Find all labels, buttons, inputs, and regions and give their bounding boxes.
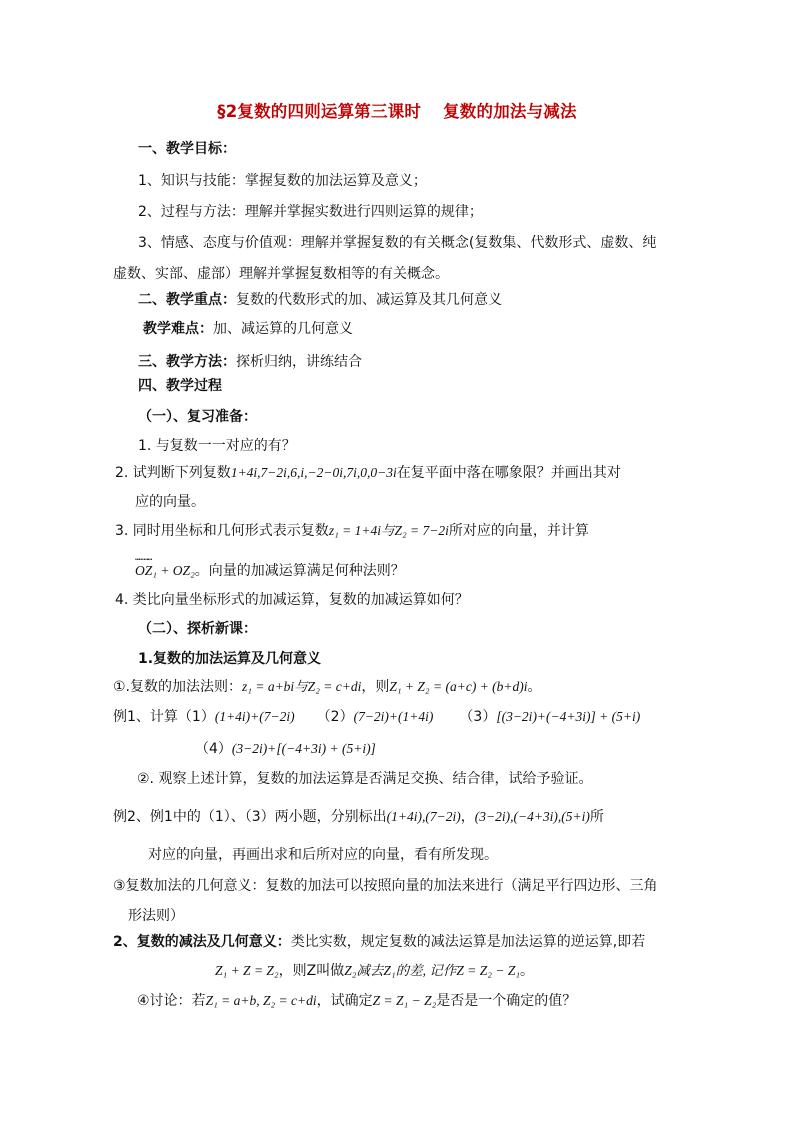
objective-2: 2、过程与方法：理解并掌握实数进行四则运算的规律； xyxy=(138,204,483,220)
review-q3: 3. 同时用坐标和几何形式表示复数z₁ = 1+4i与Z₂ = 7−2i所对应的向量，并计算 xyxy=(115,523,589,539)
geometric-meaning-cont: 形法则） xyxy=(128,908,184,924)
section-objectives: 一、教学目标： xyxy=(138,141,236,157)
methods-text: 探析归纳，讲练结合 xyxy=(236,354,362,370)
review-q4: 4. 类比向量坐标形式的加减运算，复数的加减运算如何？ xyxy=(115,592,469,608)
key-points-label: 二、教学重点： xyxy=(138,292,236,308)
vector-sum: ┅┅ ┅┅ OZ₁ + OZ₂ xyxy=(135,555,195,578)
discussion: ④讨论：若Z₁ = a+b, Z₂ = c+di，试确定Z = Z₁ − Z₂是否是一个确定的值？ xyxy=(137,993,577,1009)
section-process: 四、教学过程 xyxy=(138,378,222,394)
subsection-new: （二）、探析新课： xyxy=(138,621,257,637)
methods-label: 三、教学方法： xyxy=(138,354,236,370)
vector-arrow-icon: ┅┅ ┅┅ xyxy=(135,555,152,564)
section-methods xyxy=(138,353,362,371)
example-2: 例2、例1中的（1）、（3）两小题，分别标出(1+4i),(7−2i)，(3−2i),(−4+3i),(5+i)所 xyxy=(113,809,604,825)
example-2-cont: 对应的向量，再画出求和后所对应的向量，看有所发现。 xyxy=(148,847,498,863)
title-part-1: §2复数的四则运算第三课时 xyxy=(217,102,422,121)
topic-addition: 1.复数的加法运算及几何意义 xyxy=(138,651,322,667)
section-difficulties xyxy=(143,320,353,338)
section-key-points xyxy=(138,291,502,309)
key-points-text: 复数的代数形式的加、减运算及其几何意义 xyxy=(236,292,502,308)
title-part-2: 复数的加法与减法 xyxy=(443,102,577,121)
observe-note: ②. 观察上述计算，复数的加法运算是否满足交换、结合律，试给予验证。 xyxy=(137,771,593,787)
objective-3: 3、情感、态度与价值观：理解并掌握复数的有关概念(复数集、代数形式、虚数、纯 xyxy=(138,235,657,251)
review-q2: 2. 试判断下列复数1+4i,7−2i,6,i,−2−0i,7i,0,0−3i在复平面中落在哪象限？并画出其对 xyxy=(115,465,621,481)
subtraction-label: 2、复数的减法及几何意义： xyxy=(113,934,291,950)
subtraction-def: Z₁ + Z = Z₂，则Z叫做Z₂减去Z₁的差, 记作Z = Z₂ − Z₁。 xyxy=(215,963,535,979)
review-q3-cont: ┅┅ ┅┅ OZ₁ + OZ₂。向量的加减运算满足何种法则？ xyxy=(135,555,405,579)
example-1: 例1、计算（1）(1+4i)+(7−2i) （2）(7−2i)+(1+4i) （3）[(3−2i)+(−4+3i)] + (5+i) xyxy=(113,709,641,725)
objective-3-cont: 虚数、实部、虚部）理解并掌握复数相等的有关概念。 xyxy=(113,266,449,282)
difficulties-label: 教学难点： xyxy=(143,321,213,337)
example-1-part4: （4）(3−2i)+[(−4+3i) + (5+i)] xyxy=(195,741,376,757)
subsection-review: （一）、复习准备： xyxy=(138,409,257,425)
addition-rule: ①.复数的加法法则：z₁ = a+bi与Z₂ = c+di，则Z₁ + Z₂ = (a+c) + (b+d)i。 xyxy=(113,679,542,695)
review-q1: 1. 与复数一一对应的有？ xyxy=(138,438,296,454)
page-title xyxy=(0,98,794,122)
geometric-meaning: ③复数加法的几何意义：复数的加法可以按照向量的加法来进行（满足平行四边形、三角 xyxy=(113,878,658,894)
objective-1: 1、知识与技能：掌握复数的加法运算及意义； xyxy=(138,173,427,189)
z1-z2-def: z₁ = 1+4i与Z₂ = 7−2i xyxy=(328,523,449,538)
difficulties-text: 加、减运算的几何意义 xyxy=(213,321,353,337)
complex-list: 1+4i,7−2i,6,i,−2−0i,7i,0,0−3i xyxy=(230,465,397,480)
review-q2-cont: 应的向量。 xyxy=(135,494,205,510)
topic-subtraction: 2、复数的减法及几何意义：类比实数，规定复数的减法运算是加法运算的逆运算,即若 xyxy=(113,934,646,950)
